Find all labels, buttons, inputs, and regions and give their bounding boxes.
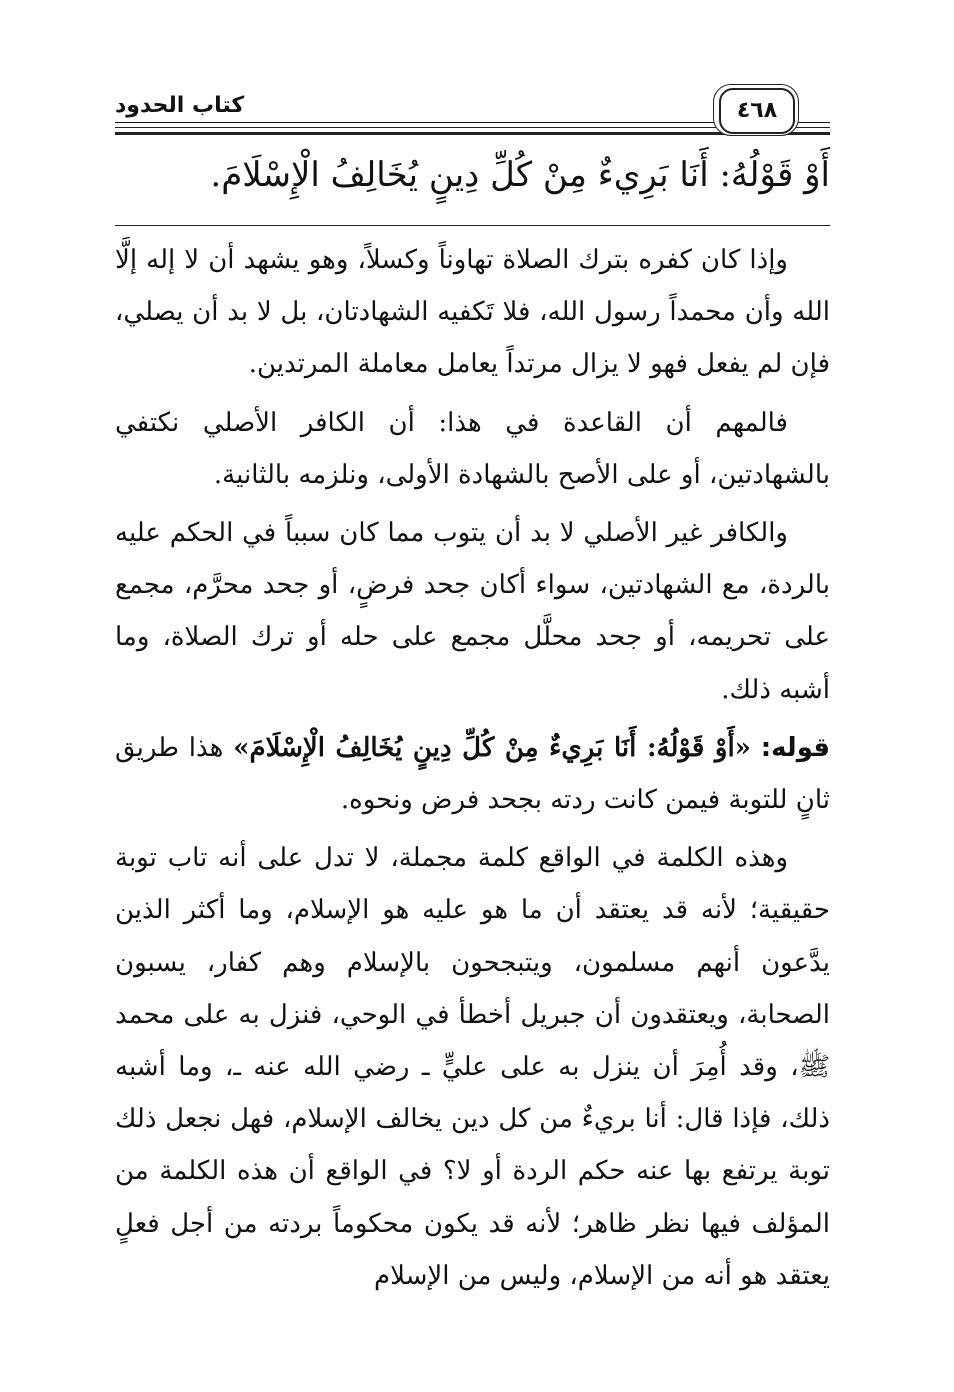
paragraph: وإذا كان كفره بترك الصلاة تهاوناً وكسلاً، وهو يشهد أن لا إله إلَّا الله وأن محمداً رسول الله، فلا تَكفيه الشهادتان، بل لا بد أن يصلي، فإن لم يفعل فهو لا يزال مرتداً يعامل معاملة المرتدين. <box>115 245 830 380</box>
paragraph: والكافر غير الأصلي لا بد أن يتوب مما كان سبباً في الحكم عليه بالردة، مع الشهادتين، سواء أكان جحد فرضٍ، أو جحد محرَّم، مجمع على تحريمه، أو جحد محلَّل مجمع على حله أو ترك الصلاة، وما أشبه ذلك. <box>115 518 830 705</box>
paragraph: وهذه الكلمة في الواقع كلمة مجملة، لا تدل على أنه تاب توبة حقيقية؛ لأنه قد يعتقد أن ما هو عليه هو الإسلام، وما أكثر الذين يدَّعون أنهم مسلمون، ويتبجحون بالإسلام وهم كفار، يسبون الصحابة، ويعتقدون أن جبريل أخطأ في الوحي، فنزل به على محمد ﷺ، وقد أُمِرَ أن ينزل به على عليٍّ ـ رضي الله عنه ـ، وما أشبه ذلك، فإذا قال: أنا بريءٌ من كل دين يخالف الإسلام، فهل نجعل ذلك توبة يرتفع بها عنه حكم الردة أو لا؟ في الواقع أن هذه الكلمة من المؤلف فيها نظر ظاهر؛ لأنه قد يكون محكوماً بردته من أجل فعلٍ يعتقد هو أنه من الإسلام، وليس من الإسلام <box>115 843 830 1291</box>
book-title: كتاب الحدود <box>115 93 245 118</box>
running-header <box>115 88 830 138</box>
matn-quote: «أَوْ قَوْلُهُ: أَنَا بَرِيءٌ مِنْ كُلِّ دِينٍ يُخَالِفُ الْإِسْلَامَ» <box>233 732 751 763</box>
page-number: ٤٦٨ <box>719 88 795 134</box>
qawluhu-label: قوله: <box>760 732 831 763</box>
paragraph-quoted-matn <box>115 722 830 826</box>
paragraph-text: هذا طريق ثانٍ للتوبة فيمن كانت ردته بجحد فرض ونحوه. <box>115 732 830 816</box>
matn-text: أَوْ قَوْلُهُ: أَنَا بَرِيءٌ مِنْ كُلِّ دِينٍ يُخَالِفُ الْإِسْلَامَ. <box>210 155 830 195</box>
paragraph: فالمهم أن القاعدة في هذا: أن الكافر الأصلي نكتفي بالشهادتين، أو على الأصح بالشهادة الأولى، ونلزمه بالثانية. <box>115 407 830 490</box>
commentary-body <box>115 234 830 1302</box>
matn-divider <box>115 225 830 226</box>
